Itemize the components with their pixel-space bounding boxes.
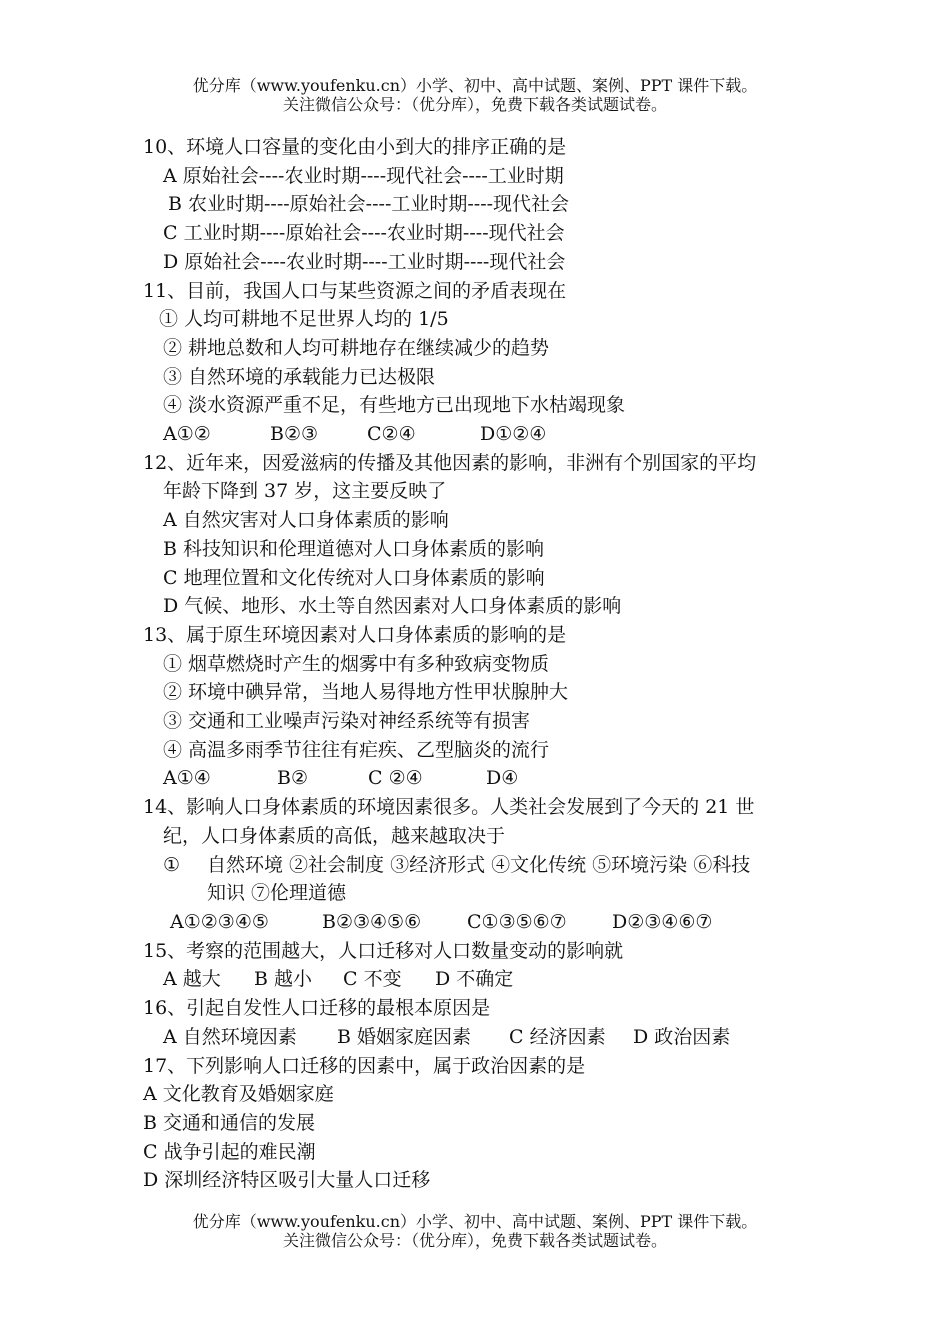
- header-line-1: 优分库（www.youfenku.cn）小学、初中、高中试题、案例、PPT 课件下载。: [192, 76, 758, 95]
- q13-option-b: B②: [277, 767, 308, 790]
- q16-option-b: B 婚姻家庭因素: [337, 1025, 472, 1048]
- q13-stem: 13、属于原生环境因素对人口身体素质的影响的是: [143, 623, 567, 646]
- q13-statement-1: ① 烟草燃烧时产生的烟雾中有多种致病变物质: [163, 652, 550, 675]
- q14-option-a: A①②③④⑤: [170, 910, 269, 933]
- q11-statement-1: ① 人均可耕地不足世界人均的 1/5: [159, 308, 449, 331]
- q11-option-a: A①②: [163, 423, 211, 446]
- q17-option-d: D 深圳经济特区吸引大量人口迁移: [143, 1169, 431, 1192]
- q14-factor-list-text: 自然环境 ②社会制度 ③经济形式 ④文化传统 ⑤环境污染 ⑥科技: [207, 853, 751, 876]
- q15-options: [143, 965, 863, 994]
- q12-option-a: A 自然灾害对人口身体素质的影响: [163, 509, 449, 532]
- q15-option-a: A 越大: [163, 968, 221, 991]
- q11-stem: 11、目前，我国人口与某些资源之间的矛盾表现在: [143, 279, 567, 302]
- page-header: [0, 76, 950, 114]
- footer-line-2: 关注微信公众号：（优分库），免费下载各类试题试卷。: [282, 1231, 667, 1250]
- q16-stem: 16、引起自发性人口迁移的最根本原因是: [143, 997, 491, 1020]
- q12-stem-line-1: 12、近年来，因爱滋病的传播及其他因素的影响，非洲有个别国家的平均: [143, 451, 757, 474]
- page-footer: [0, 1212, 950, 1250]
- q17-option-a: A 文化教育及婚姻家庭: [143, 1083, 334, 1106]
- q13-option-d: D④: [486, 767, 519, 790]
- q15-option-d: D 不确定: [435, 968, 514, 991]
- q14-options: [143, 908, 863, 937]
- q10-option-c: C 工业时期----原始社会----农业时期----现代社会: [163, 222, 565, 245]
- q12-option-b: B 科技知识和伦理道德对人口身体素质的影响: [163, 537, 545, 560]
- q11-options: [143, 420, 863, 449]
- q13-option-c: C ②④: [368, 767, 423, 790]
- q11-option-b: B②③: [270, 423, 319, 446]
- q14-list-number: ①: [163, 853, 181, 876]
- header-line-2: 关注微信公众号：（优分库），免费下载各类试题试卷。: [282, 95, 667, 114]
- q16-option-c: C 经济因素: [509, 1025, 606, 1048]
- q15-option-b: B 越小: [254, 968, 313, 991]
- q12-stem-line-2: 年龄下降到 37 岁，这主要反映了: [163, 480, 447, 503]
- q10-option-d: D 原始社会----农业时期----工业时期----现代社会: [163, 250, 566, 273]
- q14-option-c: C①③⑤⑥⑦: [467, 910, 567, 933]
- q16-options: [143, 1023, 863, 1052]
- q11-statement-2: ② 耕地总数和人均可耕地存在继续减少的趋势: [163, 336, 550, 359]
- q10-option-a: A 原始社会----农业时期----现代社会----工业时期: [163, 164, 564, 187]
- q12-option-d: D 气候、地形、水土等自然因素对人口身体素质的影响: [163, 595, 622, 618]
- q14-factor-list-line-1: [143, 851, 863, 880]
- q13-statement-2: ② 环境中碘异常，当地人易得地方性甲状腺肿大: [163, 681, 569, 704]
- q13-options: [143, 764, 863, 793]
- q14-factor-list-line-2: 知识 ⑦伦理道德: [207, 882, 347, 905]
- q11-option-c: C②④: [367, 423, 416, 446]
- question-list: [143, 133, 863, 1195]
- footer-line-1: 优分库（www.youfenku.cn）小学、初中、高中试题、案例、PPT 课件下载。: [192, 1212, 758, 1231]
- q16-option-a: A 自然环境因素: [163, 1025, 297, 1048]
- q13-statement-4: ④ 高温多雨季节往往有疟疾、乙型脑炎的流行: [163, 738, 550, 761]
- q13-option-a: A①④: [163, 767, 211, 790]
- q11-statement-4: ④ 淡水资源严重不足，有些地方已出现地下水枯竭现象: [163, 394, 626, 417]
- q10-option-b: B 农业时期----原始社会----工业时期----现代社会: [168, 193, 570, 216]
- q17-option-b: B 交通和通信的发展: [143, 1111, 316, 1134]
- q14-stem-line-2: 纪，人口身体素质的高低，越来越取决于: [163, 824, 506, 847]
- q16-option-d: D 政治因素: [633, 1025, 731, 1048]
- q13-statement-3: ③ 交通和工业噪声污染对神经系统等有损害: [163, 710, 531, 733]
- q11-option-d: D①②④: [480, 423, 547, 446]
- q12-option-c: C 地理位置和文化传统对人口身体素质的影响: [163, 566, 545, 589]
- q14-option-d: D②③④⑥⑦: [612, 910, 713, 933]
- q11-statement-3: ③ 自然环境的承载能力已达极限: [163, 365, 436, 388]
- q15-option-c: C 不变: [343, 968, 402, 991]
- q10-stem: 10、环境人口容量的变化由小到大的排序正确的是: [143, 136, 567, 158]
- q14-option-b: B②③④⑤⑥: [322, 910, 422, 933]
- q17-option-c: C 战争引起的难民潮: [143, 1140, 316, 1163]
- q17-stem: 17、下列影响人口迁移的因素中，属于政治因素的是: [143, 1054, 586, 1077]
- q15-stem: 15、考察的范围越大，人口迁移对人口数量变动的影响就: [143, 939, 624, 962]
- q14-stem-line-1: 14、影响人口身体素质的环境因素很多。人类社会发展到了今天的 21 世: [143, 796, 755, 819]
